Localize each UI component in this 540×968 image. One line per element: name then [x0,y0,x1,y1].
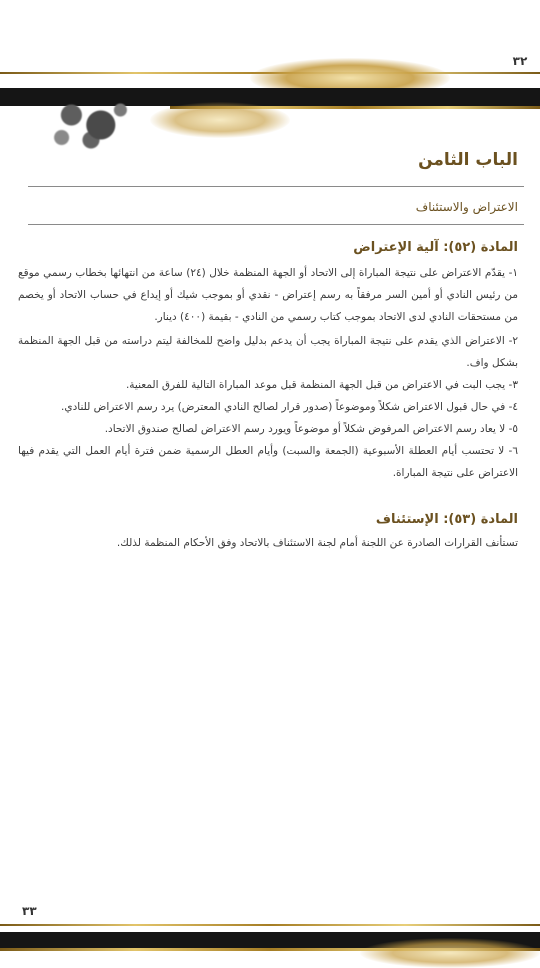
bottom-gold-swirl [360,938,540,968]
divider-top [28,186,524,187]
article-52-item-3: ٣- يجب البت في الاعتراض من قبل الجهة المنظمة قبل موعد المباراة التالية للفرق المعنية. [125,379,518,391]
page-number-bottom: ٣٣ [22,904,37,918]
page-number-top: ٣٢ [512,54,528,68]
bottom-gold-line [0,924,540,926]
article-52-item-5: ٥- لا يعاد رسم الاعتراض المرفوض شكلاً أو موضوعاً ويورد رسم الاعتراض لصالح صندوق الاتحاد. [104,423,518,435]
article-53-title: المادة (٥٣): الإستئناف [375,512,518,527]
divider-bottom [28,224,524,225]
article-52-item-1: ١- يقدّم الاعتراض على نتيجة المباراة إلى الاتحاد أو الجهة المنظمة خلال (٢٤) ساعة من انتهائها بخطاب رسمي موقع من رئيس النادي أو أمين السر مرفقاً به رسم إعتراض - نقدي أو بموجب شيك أو إيداع في حساب الاتحاد أو يخصم من مستحقات النادي لدى الاتحاد بموجب كتاب رسمي من النادي - بقيمة (٤٠٠) دينار. [18,267,518,323]
article-52-item-6: ٦- لا تحتسب أيام العطلة الأسبوعية (الجمعة والسبت) وأيام العطل الرسمية ضمن فترة أيام العمل التي يقدم فيها الاعتراض على نتيجة المباراة. [18,445,518,479]
ink-splash-decoration [42,100,140,150]
article-52-title: المادة (٥٢): آلية الإعتراض [353,240,518,255]
top-gold-swirl-lower [150,102,290,138]
chapter-title: الباب الثامن [418,150,518,170]
article-52-item-2: ٢- الاعتراض الذي يقدم على نتيجة المباراة يجب أن يدعم بدليل واضح للمخالفة ليتم دراسته من قبل الجهة المنظمة بشكل واف. [18,335,518,369]
article-52-item-4: ٤- في حال قبول الاعتراض شكلاً وموضوعاً (صدور قرار لصالح النادي المعترض) يرد رسم الاعتراض للنادي. [61,401,518,413]
section-title: الاعتراض والاستئناف [415,200,518,214]
article-53-text: تستأنف القرارات الصادرة عن اللجنة أمام لجنة الاستئناف بالاتحاد وفق الأحكام المنظمة لذلك. [116,537,518,549]
